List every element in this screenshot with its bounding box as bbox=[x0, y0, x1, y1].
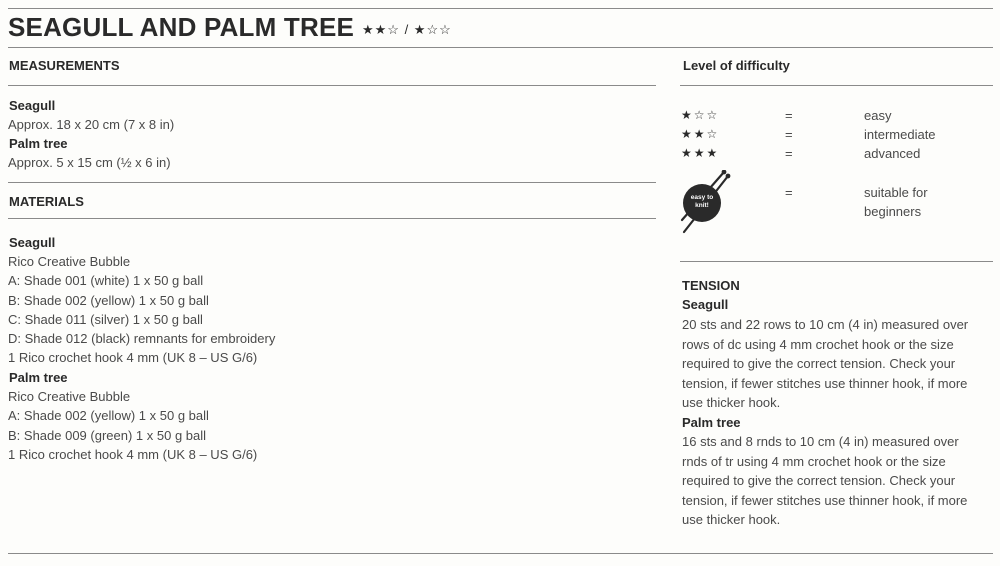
paragraph-line: 20 sts and 22 rows to 10 cm (4 in) measured over bbox=[682, 317, 969, 332]
list-item: A: Shade 002 (yellow) 1 x 50 g ball bbox=[8, 408, 209, 424]
difficulty-rule bbox=[680, 85, 993, 86]
list-item: Rico Creative Bubble bbox=[8, 254, 131, 269]
difficulty-eq-intermediate: = bbox=[785, 127, 793, 142]
materials-palm-list bbox=[8, 387, 257, 464]
top-rule bbox=[8, 8, 993, 9]
difficulty-eq-beginners: = bbox=[785, 185, 793, 200]
paragraph-line: tension, if fewer stitches use thinner hook, if more bbox=[682, 375, 968, 391]
measurements-palm-value: Approx. 5 x 15 cm (½ x 6 in) bbox=[8, 155, 171, 170]
materials-seagull-label: Seagull bbox=[9, 235, 56, 250]
paragraph-line: use thicker hook. bbox=[682, 395, 781, 410]
measurements-heading: MEASUREMENTS bbox=[9, 58, 120, 73]
difficulty-eq-advanced: = bbox=[785, 146, 793, 161]
paragraph-line: use thicker hook. bbox=[682, 512, 781, 527]
badge-text: easy to knit! bbox=[690, 194, 714, 209]
list-item: C: Shade 011 (silver) 1 x 50 g ball bbox=[8, 311, 203, 327]
title-rating: ★★☆ / ★☆☆ bbox=[362, 22, 452, 37]
measurements-seagull-value: Approx. 18 x 20 cm (7 x 8 in) bbox=[8, 117, 175, 132]
title-rule bbox=[8, 47, 993, 48]
page-title: SEAGULL AND PALM TREE bbox=[8, 12, 355, 42]
difficulty-label-easy: easy bbox=[864, 108, 892, 123]
paragraph-line: required to give the correct tension. Check your bbox=[682, 473, 956, 488]
materials-top-rule bbox=[8, 182, 656, 183]
paragraph-line: tension, if fewer stitches use thinner hook, if more bbox=[682, 492, 968, 508]
list-item: B: Shade 002 (yellow) 1 x 50 g ball bbox=[8, 292, 209, 308]
measurements-rule bbox=[8, 85, 656, 86]
easy-to-knit-badge bbox=[678, 170, 738, 236]
list-item: 1 Rico crochet hook 4 mm (UK 8 – US G/6) bbox=[8, 446, 258, 462]
measurements-palm-label: Palm tree bbox=[9, 136, 68, 151]
difficulty-eq-easy: = bbox=[785, 108, 793, 123]
list-item: 1 Rico crochet hook 4 mm (UK 8 – US G/6) bbox=[8, 350, 258, 366]
paragraph-line: rnds of tr using 4 mm crochet hook or the size bbox=[682, 453, 946, 469]
materials-seagull-list bbox=[8, 252, 275, 368]
tension-palm-label: Palm tree bbox=[682, 415, 741, 430]
materials-palm-label: Palm tree bbox=[9, 370, 68, 385]
difficulty-stars-intermediate: ★★☆ bbox=[681, 127, 720, 141]
difficulty-heading: Level of difficulty bbox=[683, 58, 790, 73]
list-item: A: Shade 001 (white) 1 x 50 g ball bbox=[8, 273, 204, 289]
materials-rule bbox=[8, 218, 656, 219]
difficulty-stars-easy: ★☆☆ bbox=[681, 108, 720, 122]
tension-palm-text bbox=[682, 432, 992, 530]
measurements-seagull-label: Seagull bbox=[9, 98, 56, 113]
difficulty-label-beginners: beginners bbox=[864, 204, 922, 219]
tension-seagull-label: Seagull bbox=[682, 297, 729, 312]
list-item: Rico Creative Bubble bbox=[8, 389, 131, 404]
tension-heading: TENSION bbox=[682, 278, 740, 293]
difficulty-stars-advanced: ★★★ bbox=[681, 146, 720, 160]
paragraph-line: rows of dc using 4 mm crochet hook or the size bbox=[682, 336, 954, 352]
list-item: D: Shade 012 (black) remnants for embroidery bbox=[8, 331, 276, 347]
difficulty-label-intermediate: intermediate bbox=[864, 127, 936, 142]
difficulty-label-advanced: advanced bbox=[864, 146, 921, 161]
materials-heading: MATERIALS bbox=[9, 194, 84, 209]
tension-top-rule bbox=[680, 261, 993, 262]
paragraph-line: required to give the correct tension. Check your bbox=[682, 356, 956, 371]
difficulty-label-suitable: suitable for bbox=[864, 185, 928, 200]
tension-seagull-text bbox=[682, 315, 992, 413]
bottom-rule bbox=[8, 553, 993, 554]
paragraph-line: 16 sts and 8 rnds to 10 cm (4 in) measured over bbox=[682, 434, 959, 449]
list-item: B: Shade 009 (green) 1 x 50 g ball bbox=[8, 427, 207, 443]
